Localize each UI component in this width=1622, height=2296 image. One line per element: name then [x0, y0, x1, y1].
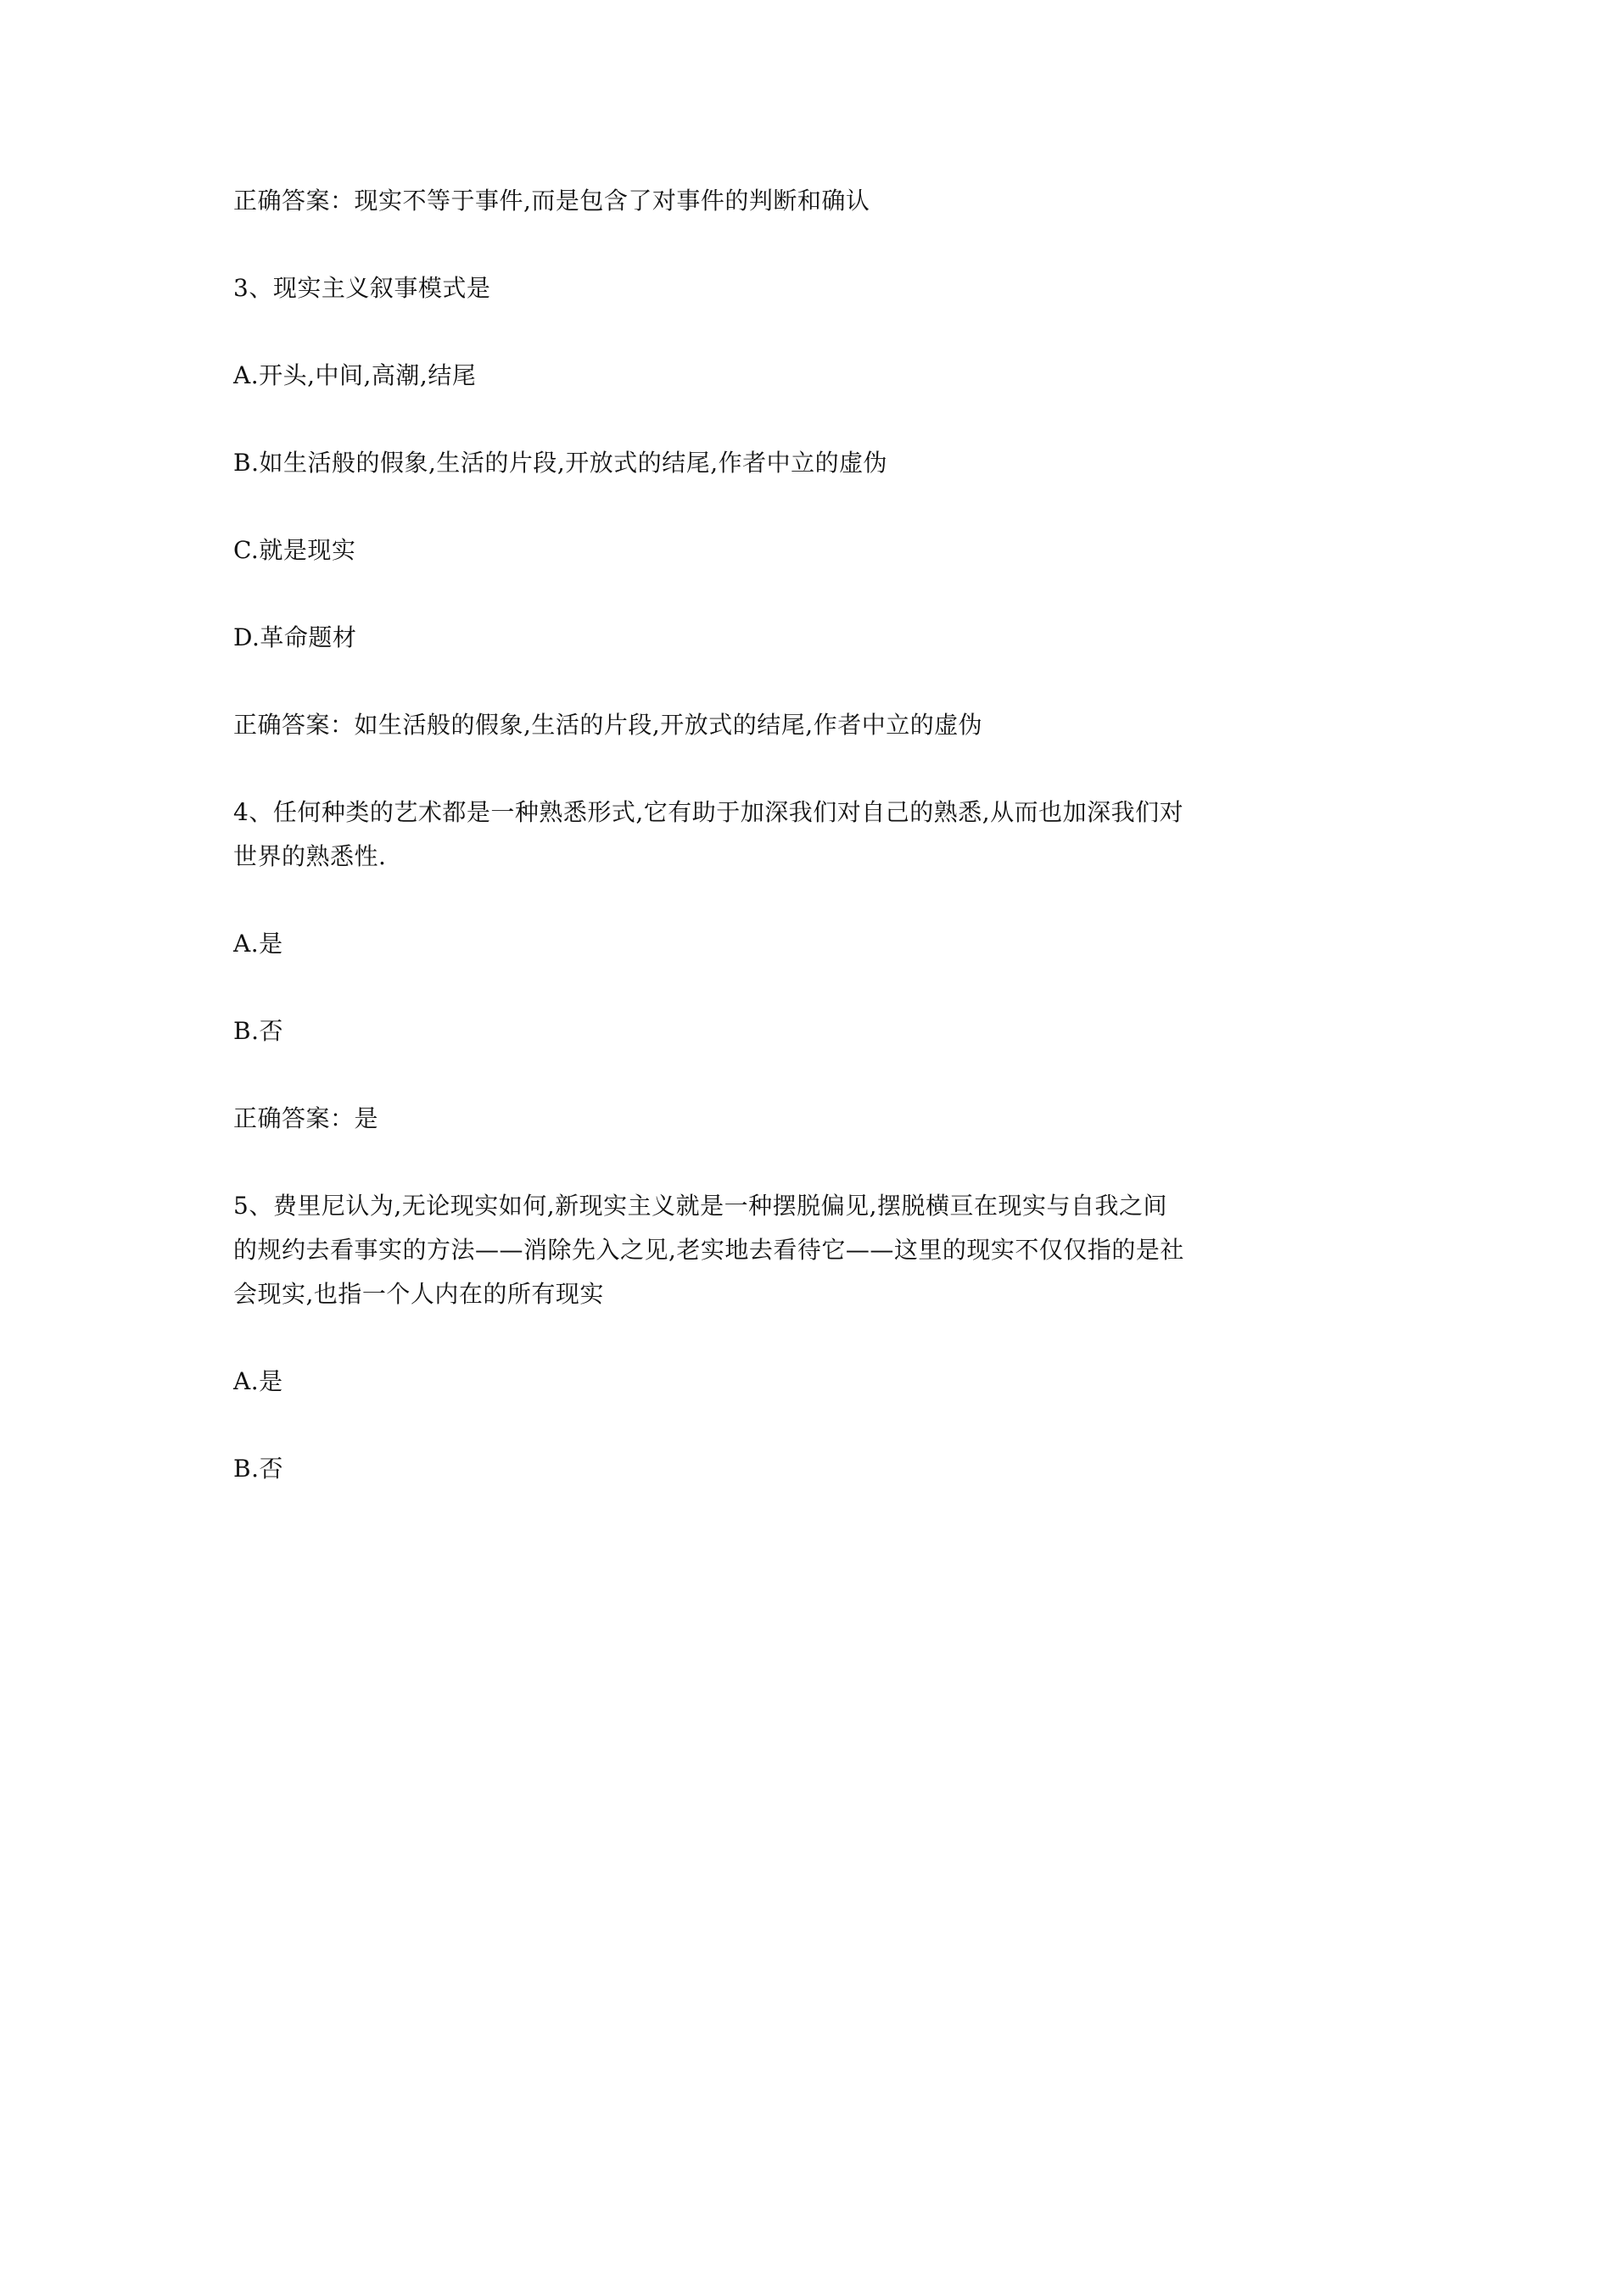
- q4-question-line-2: 世界的熟悉性.: [233, 842, 387, 870]
- q3-question: 3、现实主义叙事模式是: [233, 274, 491, 302]
- q3-option-c: C.就是现实: [233, 536, 356, 564]
- q4-option-a: A.是: [233, 930, 283, 958]
- q4-answer: 正确答案：是: [233, 1104, 379, 1132]
- q5-question-line-3: 会现实,也指一个人内在的所有现实: [233, 1280, 604, 1308]
- q5-option-a: A.是: [233, 1367, 283, 1395]
- q3-option-b: B.如生活般的假象,生活的片段,开放式的结尾,作者中立的虚伪: [233, 449, 888, 477]
- q4-question-line-1: 4、任何种类的艺术都是一种熟悉形式,它有助于加深我们对自己的熟悉,从而也加深我们对: [233, 798, 1184, 826]
- q2-answer: 正确答案：现实不等于事件,而是包含了对事件的判断和确认: [233, 187, 870, 215]
- q5-option-b: B.否: [233, 1455, 283, 1483]
- q4-option-b: B.否: [233, 1017, 283, 1045]
- q5-question-line-2: 的规约去看事实的方法——消除先入之见,老实地去看待它——这里的现实不仅仅指的是社: [233, 1236, 1184, 1264]
- q3-option-a: A.开头,中间,高潮,结尾: [233, 361, 477, 389]
- q5-question-line-1: 5、费里尼认为,无论现实如何,新现实主义就是一种摆脱偏见,摆脱横亘在现实与自我之间: [233, 1192, 1168, 1220]
- q3-option-d: D.革命题材: [233, 623, 357, 651]
- q3-answer: 正确答案：如生活般的假象,生活的片段,开放式的结尾,作者中立的虚伪: [233, 711, 983, 739]
